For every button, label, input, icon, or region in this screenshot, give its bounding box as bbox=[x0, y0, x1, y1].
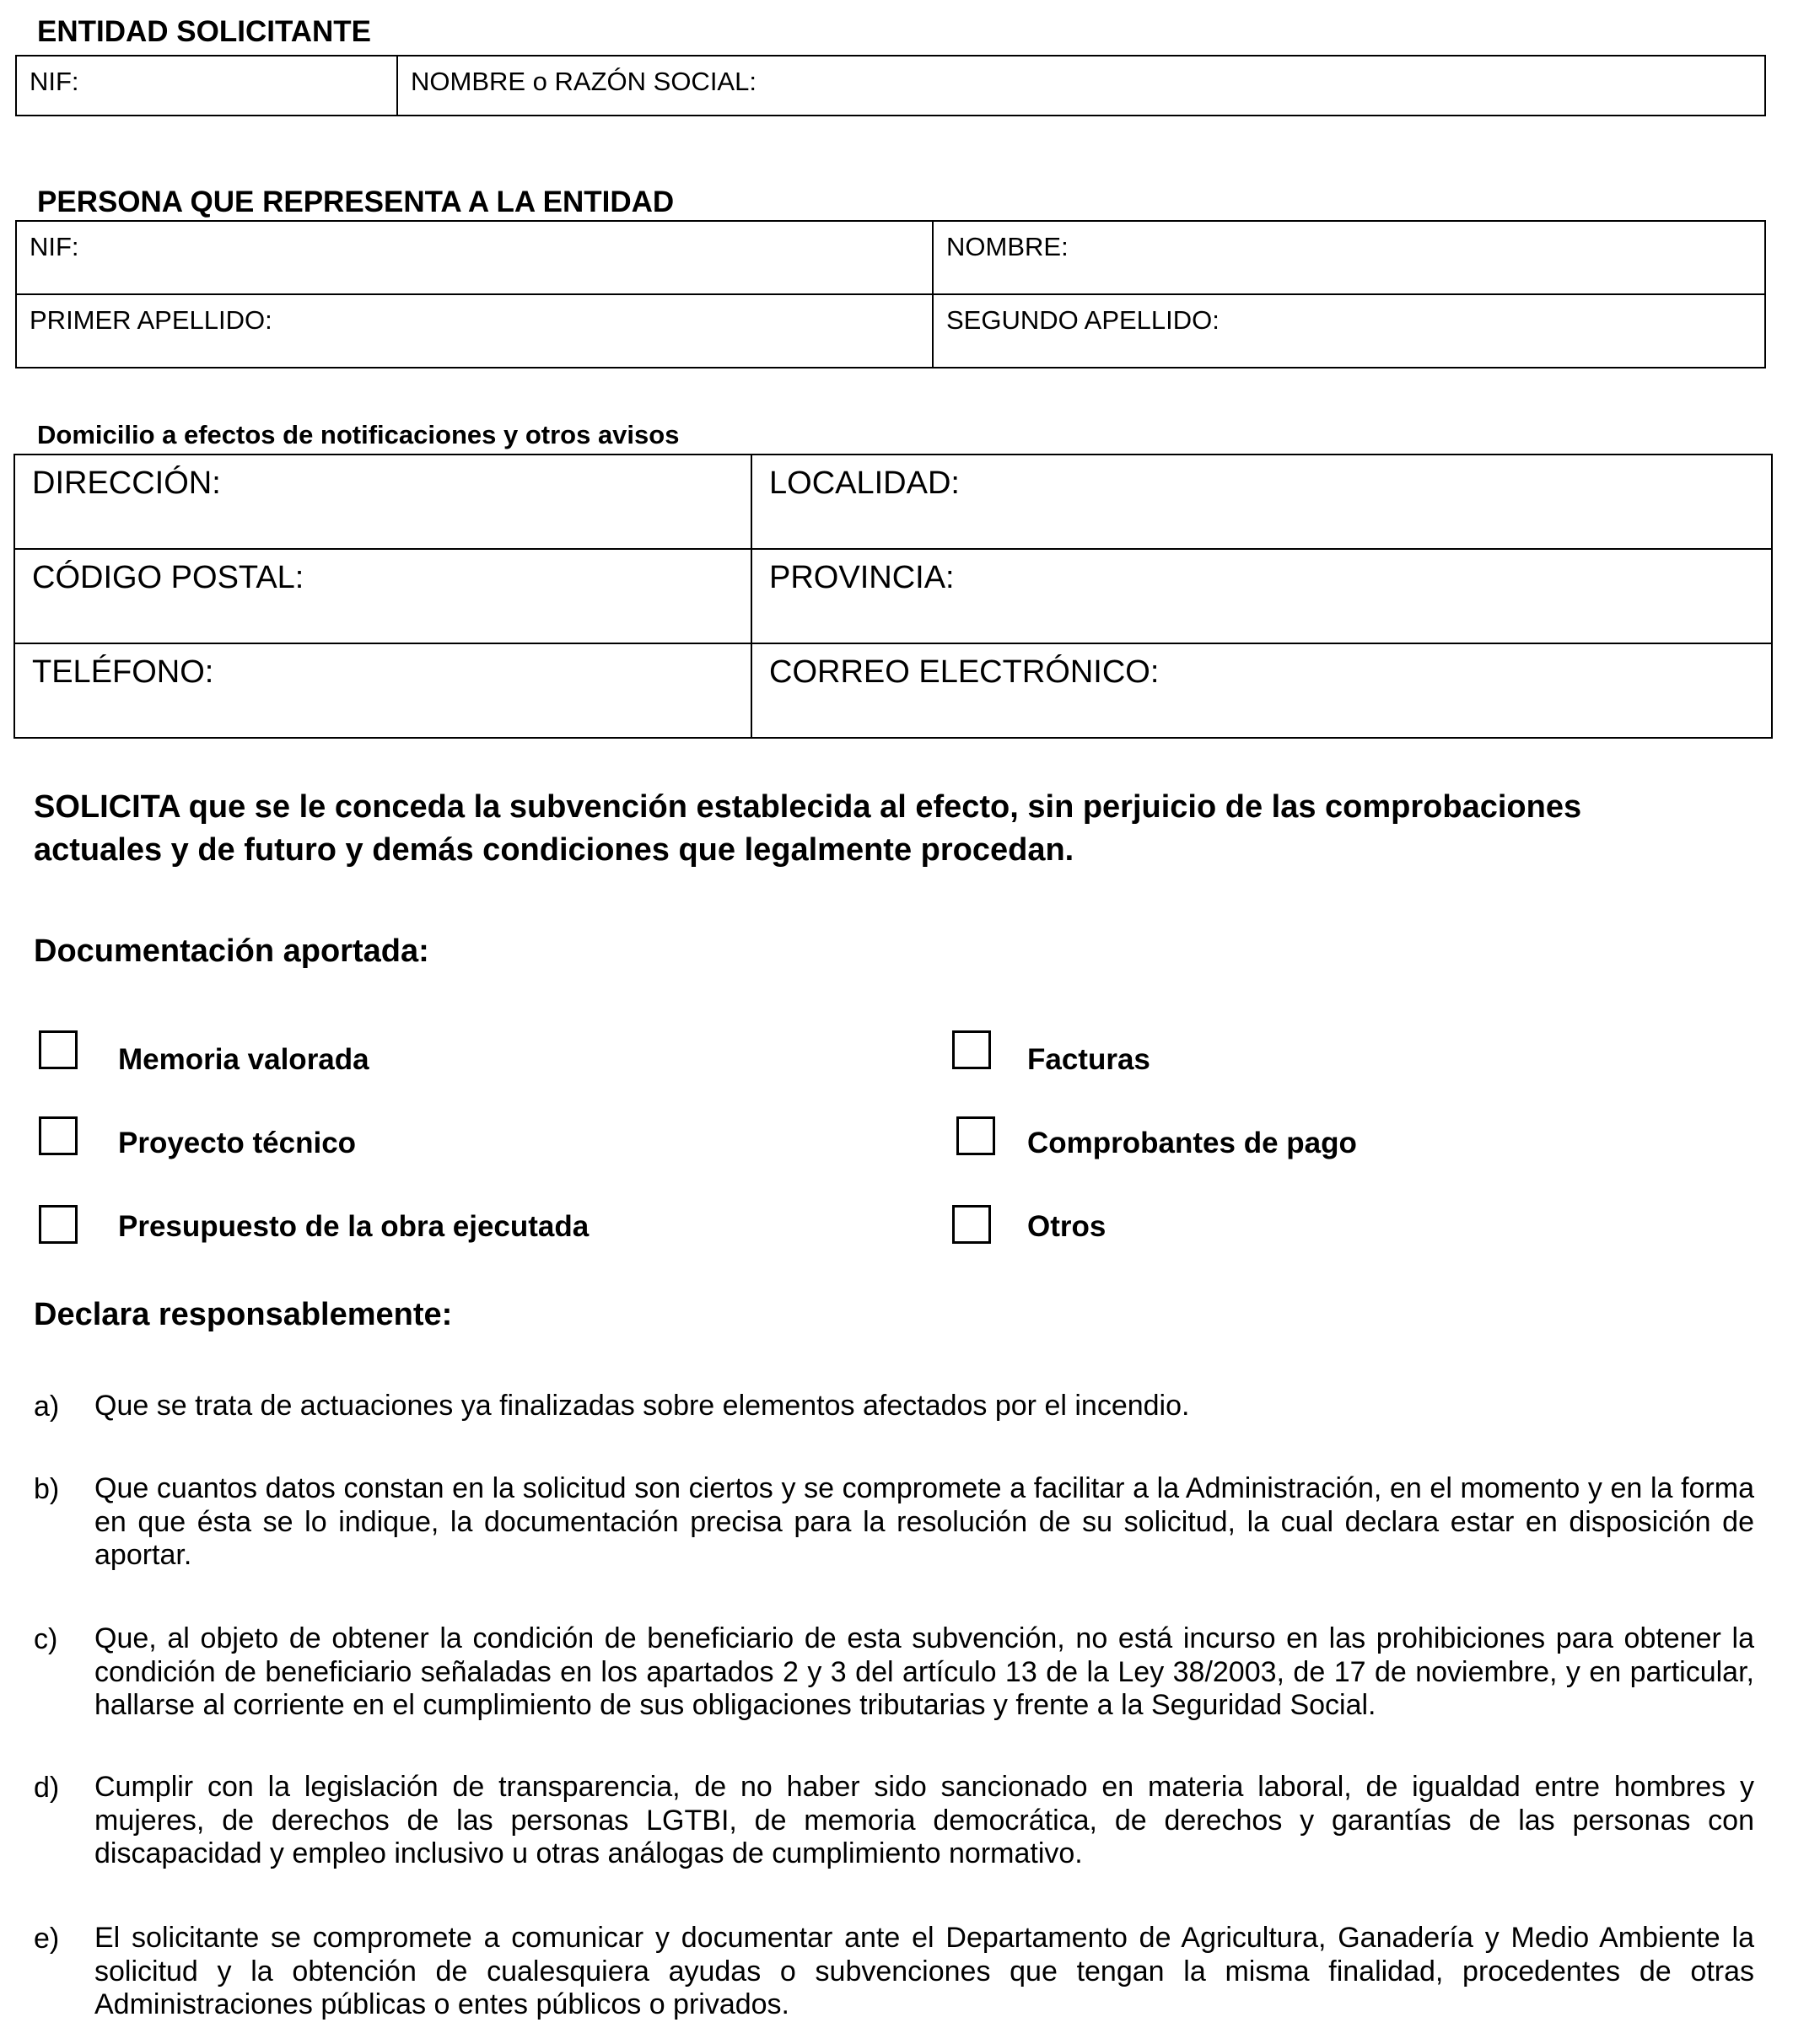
memoria-label: Memoria valorada bbox=[118, 1043, 369, 1076]
proyecto-checkbox[interactable] bbox=[39, 1116, 78, 1155]
presupuesto-checkbox[interactable] bbox=[39, 1205, 78, 1244]
representante-nombre-label: NOMBRE: bbox=[946, 232, 1069, 261]
localidad-field[interactable] bbox=[751, 455, 1772, 549]
entidad-nif-label: NIF: bbox=[30, 67, 79, 96]
declara-letter-a: a) bbox=[34, 1390, 60, 1423]
documentacion-heading: Documentación aportada: bbox=[34, 933, 429, 969]
memoria-checkbox[interactable] bbox=[39, 1030, 78, 1069]
telefono-label: TELÉFONO: bbox=[32, 654, 214, 690]
entidad-nif-field[interactable] bbox=[16, 56, 397, 116]
entidad-heading: ENTIDAD SOLICITANTE bbox=[37, 15, 372, 48]
representante-nombre-field[interactable] bbox=[933, 221, 1765, 294]
declara-letter-b: b) bbox=[34, 1473, 60, 1505]
entidad-nombre-label: NOMBRE o RAZÓN SOCIAL: bbox=[411, 67, 757, 96]
solicita-line-1: SOLICITA que se le conceda la subvención establecida al efecto, sin perjuicio de las comprobaciones bbox=[34, 789, 1582, 825]
entidad-nombre-field[interactable] bbox=[397, 56, 1765, 116]
domicilio-table bbox=[13, 454, 1773, 739]
solicita-line-2: actuales y de futuro y demás condiciones que legalmente procedan. bbox=[34, 832, 1074, 868]
declara-text-b: Que cuantos datos constan en la solicitud son ciertos y se compromete a facilitar a la Administración, en el momento y en la forma en que ésta se lo indique, la documentación precisa para la resolución de su solicitud, la cual declara estar en disposición de aportar. bbox=[94, 1472, 1754, 1571]
declara-text-a: Que se trata de actuaciones ya finalizadas sobre elementos afectados por el incendio. bbox=[94, 1390, 1190, 1422]
comprobantes-checkbox[interactable] bbox=[956, 1116, 995, 1155]
declara-heading: Declara responsablemente: bbox=[34, 1297, 453, 1332]
comprobantes-label: Comprobantes de pago bbox=[1027, 1127, 1357, 1159]
telefono-field[interactable] bbox=[14, 643, 751, 738]
declara-letter-e: e) bbox=[34, 1923, 60, 1955]
primer-apellido-label: PRIMER APELLIDO: bbox=[30, 305, 272, 335]
segundo-apellido-field[interactable] bbox=[933, 294, 1765, 368]
primer-apellido-field[interactable] bbox=[16, 294, 933, 368]
entidad-table bbox=[15, 55, 1766, 116]
provincia-field[interactable] bbox=[751, 549, 1772, 643]
facturas-label: Facturas bbox=[1027, 1043, 1150, 1076]
facturas-checkbox[interactable] bbox=[952, 1030, 991, 1069]
declara-text-e: El solicitante se compromete a comunicar y documentar ante el Departamento de Agricultura, Ganadería y Medio Ambiente la solicitud y la obtención de cualesquiera ayudas o subvenciones que tengan la misma finalidad, procedentes de otras Administraciones públicas o entes públicos o privados. bbox=[94, 1922, 1754, 2020]
direccion-label: DIRECCIÓN: bbox=[32, 465, 221, 501]
proyecto-label: Proyecto técnico bbox=[118, 1127, 357, 1159]
representante-nif-label: NIF: bbox=[30, 232, 79, 261]
declara-letter-c: c) bbox=[34, 1623, 58, 1655]
codigo-postal-label: CÓDIGO POSTAL: bbox=[32, 560, 304, 595]
declara-text-c: Que, al objeto de obtener la condición de beneficiario de esta subvención, no está incurso en las prohibiciones para obtener la condición de beneficiario señaladas en los apartados 2 y 3 del artículo 13 de la Ley 38/2003, de 17 de noviembre, y en particular, hallarse al corriente en el cumplimiento de sus obligaciones tributarias y frente a la Seguridad Social. bbox=[94, 1622, 1754, 1721]
localidad-label: LOCALIDAD: bbox=[769, 465, 960, 501]
correo-field[interactable] bbox=[751, 643, 1772, 738]
representante-table bbox=[15, 220, 1766, 368]
direccion-field[interactable] bbox=[14, 455, 751, 549]
otros-checkbox[interactable] bbox=[952, 1205, 991, 1244]
correo-label: CORREO ELECTRÓNICO: bbox=[769, 654, 1160, 690]
segundo-apellido-label: SEGUNDO APELLIDO: bbox=[946, 305, 1220, 335]
otros-label: Otros bbox=[1027, 1210, 1106, 1243]
presupuesto-label: Presupuesto de la obra ejecutada bbox=[118, 1210, 590, 1243]
representante-nif-field[interactable] bbox=[16, 221, 933, 294]
representante-heading: PERSONA QUE REPRESENTA A LA ENTIDAD bbox=[37, 186, 675, 218]
declara-text-d: Cumplir con la legislación de transparencia, de no haber sido sancionado en materia laboral, de igualdad entre hombres y mujeres, de derechos de las personas LGTBI, de memoria democrática, de derechos y garantías de las personas con discapacidad y empleo inclusivo u otras análogas de cumplimiento normativo. bbox=[94, 1771, 1754, 1869]
declara-letter-d: d) bbox=[34, 1772, 60, 1804]
domicilio-heading: Domicilio a efectos de notificaciones y otros avisos bbox=[37, 420, 680, 449]
codigo-postal-field[interactable] bbox=[14, 549, 751, 643]
provincia-label: PROVINCIA: bbox=[769, 560, 955, 595]
